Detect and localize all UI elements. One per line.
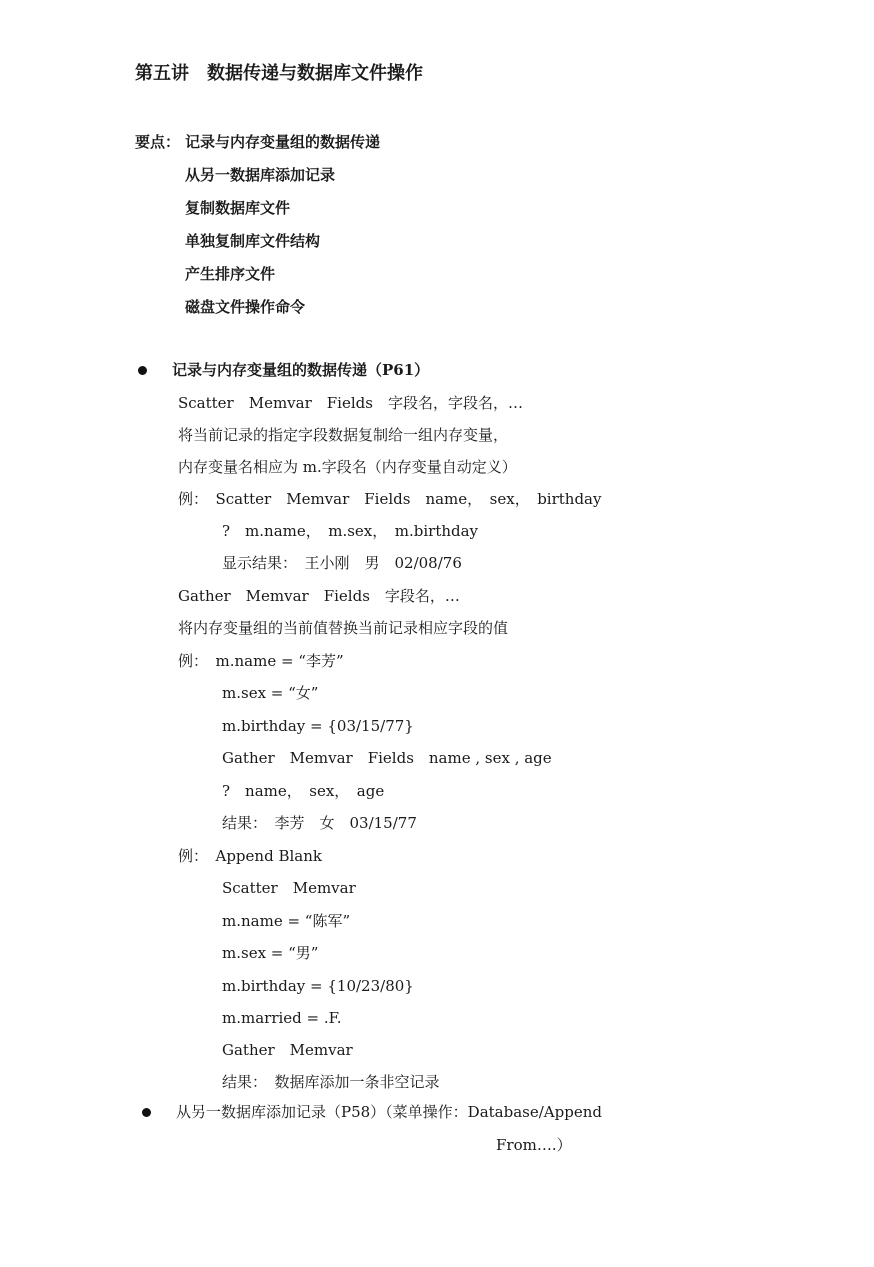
key-point-item: 产生排序文件 — [185, 265, 276, 283]
content-line: 例： Append Blank — [178, 847, 322, 865]
content-line: Scatter Memvar — [222, 879, 356, 897]
content-line: 例： Scatter Memvar Fields name， sex， birthday — [178, 490, 602, 508]
content-line: m.name = “陈军” — [222, 912, 351, 930]
content-line: m.sex = “女” — [222, 684, 319, 702]
section-heading: 从另一数据库添加记录（P58）（菜单操作：Database/Append — [176, 1103, 602, 1121]
content-line: 将内存变量组的当前值替换当前记录相应字段的值 — [178, 619, 509, 637]
content-line: 将当前记录的指定字段数据复制给一组内存变量， — [178, 426, 509, 444]
key-points-label: 要点： — [135, 133, 181, 151]
content-line: Gather Memvar Fields name , sex , age — [222, 749, 552, 767]
content-line: m.sex = “男” — [222, 944, 319, 962]
content-line: ? m.name， m.sex， m.birthday — [222, 522, 479, 540]
content-line: 显示结果： 王小刚 男 02/08/76 — [222, 554, 462, 572]
key-point-item: 磁盘文件操作命令 — [185, 298, 306, 316]
page-title: 第五讲 数据传递与数据库文件操作 — [135, 63, 423, 84]
section-heading: 记录与内存变量组的数据传递（P61） — [172, 361, 430, 379]
content-line: 结果： 数据库添加一条非空记录 — [222, 1073, 440, 1091]
key-point-item: 复制数据库文件 — [185, 199, 291, 217]
content-line: Scatter Memvar Fields 字段名，字段名，… — [178, 394, 523, 412]
content-line: 内存变量名相应为 m.字段名（内存变量自动定义） — [178, 458, 517, 476]
content-line: Gather Memvar — [222, 1041, 353, 1059]
content-line: Gather Memvar Fields 字段名，… — [178, 587, 460, 605]
content-line: m.married = .F. — [222, 1009, 342, 1027]
content-line: 例： m.name = “李芳” — [178, 652, 344, 670]
section-heading-continuation: From….） — [496, 1136, 572, 1154]
content-line: m.birthday = {03/15/77} — [222, 717, 414, 735]
bullet-icon — [142, 1108, 151, 1117]
content-line: m.birthday = {10/23/80} — [222, 977, 414, 995]
key-point-item: 记录与内存变量组的数据传递 — [185, 133, 381, 151]
content-line: 结果： 李芳 女 03/15/77 — [222, 814, 417, 832]
key-point-item: 单独复制库文件结构 — [185, 232, 321, 250]
content-line: ? name， sex， age — [222, 782, 385, 800]
key-point-item: 从另一数据库添加记录 — [185, 166, 336, 184]
bullet-icon — [138, 366, 147, 375]
